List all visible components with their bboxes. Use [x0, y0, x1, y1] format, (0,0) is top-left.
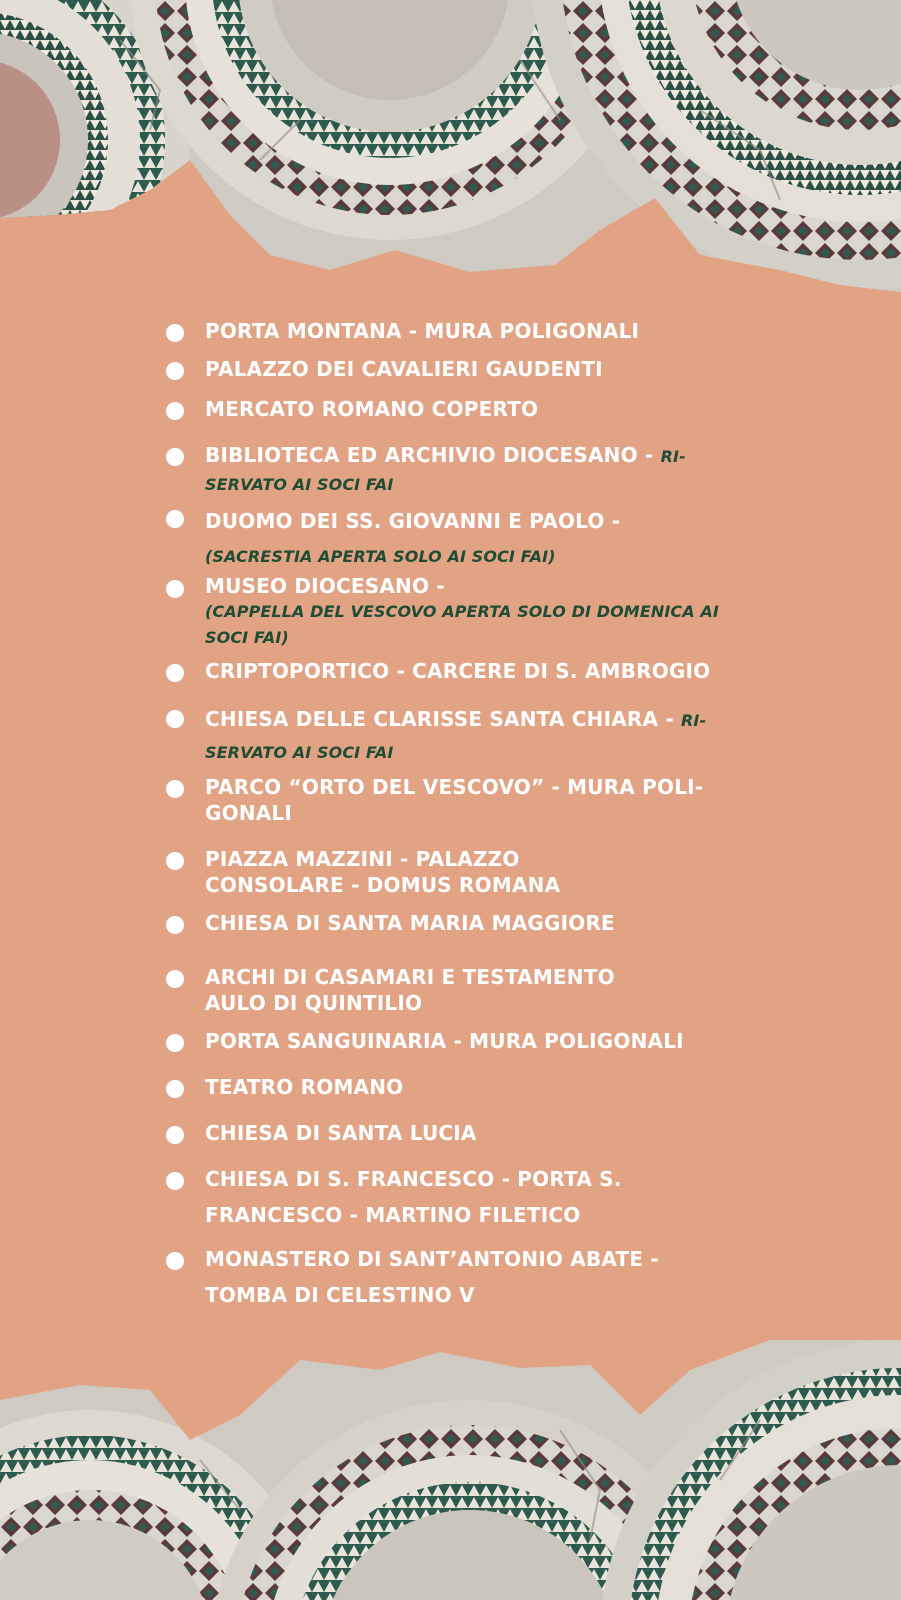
bullet-icon [166, 1252, 184, 1270]
bullet-icon [166, 510, 184, 528]
item-label: CHIESA DI SANTA LUCIA [205, 1121, 477, 1145]
bullet-icon [166, 780, 184, 798]
bullet-icon [166, 362, 184, 380]
bullet-icon [166, 664, 184, 682]
item-label: BIBLIOTECA ED ARCHIVIO DIOCESANO - [205, 443, 661, 467]
bullet-icon [166, 1126, 184, 1144]
mosaic-floor-image-bottom [0, 1340, 901, 1600]
item-label: CHIESA DELLE CLARISSE SANTA CHIARA - [205, 707, 682, 731]
mosaic-floor-image-top [0, 0, 901, 300]
bullet-icon [166, 448, 184, 466]
bullet-icon [166, 1080, 184, 1098]
bullet-icon [166, 580, 184, 598]
item-label: MONASTERO DI SANT’ANTONIO ABATE - TOMBA DI CELESTINO V [205, 1247, 659, 1307]
item-label: ARCHI DI CASAMARI E TESTAMENTO AULO DI QUINTILIO [205, 965, 615, 1015]
bullet-icon [166, 402, 184, 420]
item-note: (SACRESTIA APERTA SOLO AI SOCI FAI) [205, 547, 556, 566]
item-label: CRIPTOPORTICO - CARCERE DI S. AMBROGIO [205, 659, 711, 683]
item-note: (CAPPELLA DEL VESCOVO APERTA SOLO DI DOMENICA AI SOCI FAI) [205, 602, 719, 647]
bullet-icon [166, 710, 184, 728]
item-label: PORTA MONTANA - MURA POLIGONALI [205, 319, 640, 343]
bullet-icon [166, 916, 184, 934]
item-label: PALAZZO DEI CAVALIERI GAUDENTI [205, 357, 603, 381]
bullet-icon [166, 1034, 184, 1052]
item-note: RI-SERVATO AI SOCI FAI [205, 711, 707, 762]
item-label: DUOMO DEI SS. GIOVANNI E PAOLO - [205, 509, 621, 533]
item-label: TEATRO ROMANO [205, 1075, 404, 1099]
item-label: MUSEO DIOCESANO - [205, 574, 445, 598]
bullet-icon [166, 970, 184, 988]
item-label: PORTA SANGUINARIA - MURA POLIGONALI [205, 1029, 684, 1053]
item-note: RI-SERVATO AI SOCI FAI [205, 447, 686, 494]
item-label: MERCATO ROMANO COPERTO [205, 397, 539, 421]
bullet-icon [166, 324, 184, 342]
item-label: PIAZZA MAZZINI - PALAZZO CONSOLARE - DOMUS ROMANA [205, 847, 561, 897]
bullet-icon [166, 1172, 184, 1190]
item-label: CHIESA DI S. FRANCESCO - PORTA S. FRANCESCO - MARTINO FILETICO [205, 1167, 622, 1227]
item-label: CHIESA DI SANTA MARIA MAGGIORE [205, 911, 615, 935]
bullet-icon [166, 852, 184, 870]
item-label: PARCO “ORTO DEL VESCOVO” - MURA POLI-GONALI [205, 775, 704, 825]
